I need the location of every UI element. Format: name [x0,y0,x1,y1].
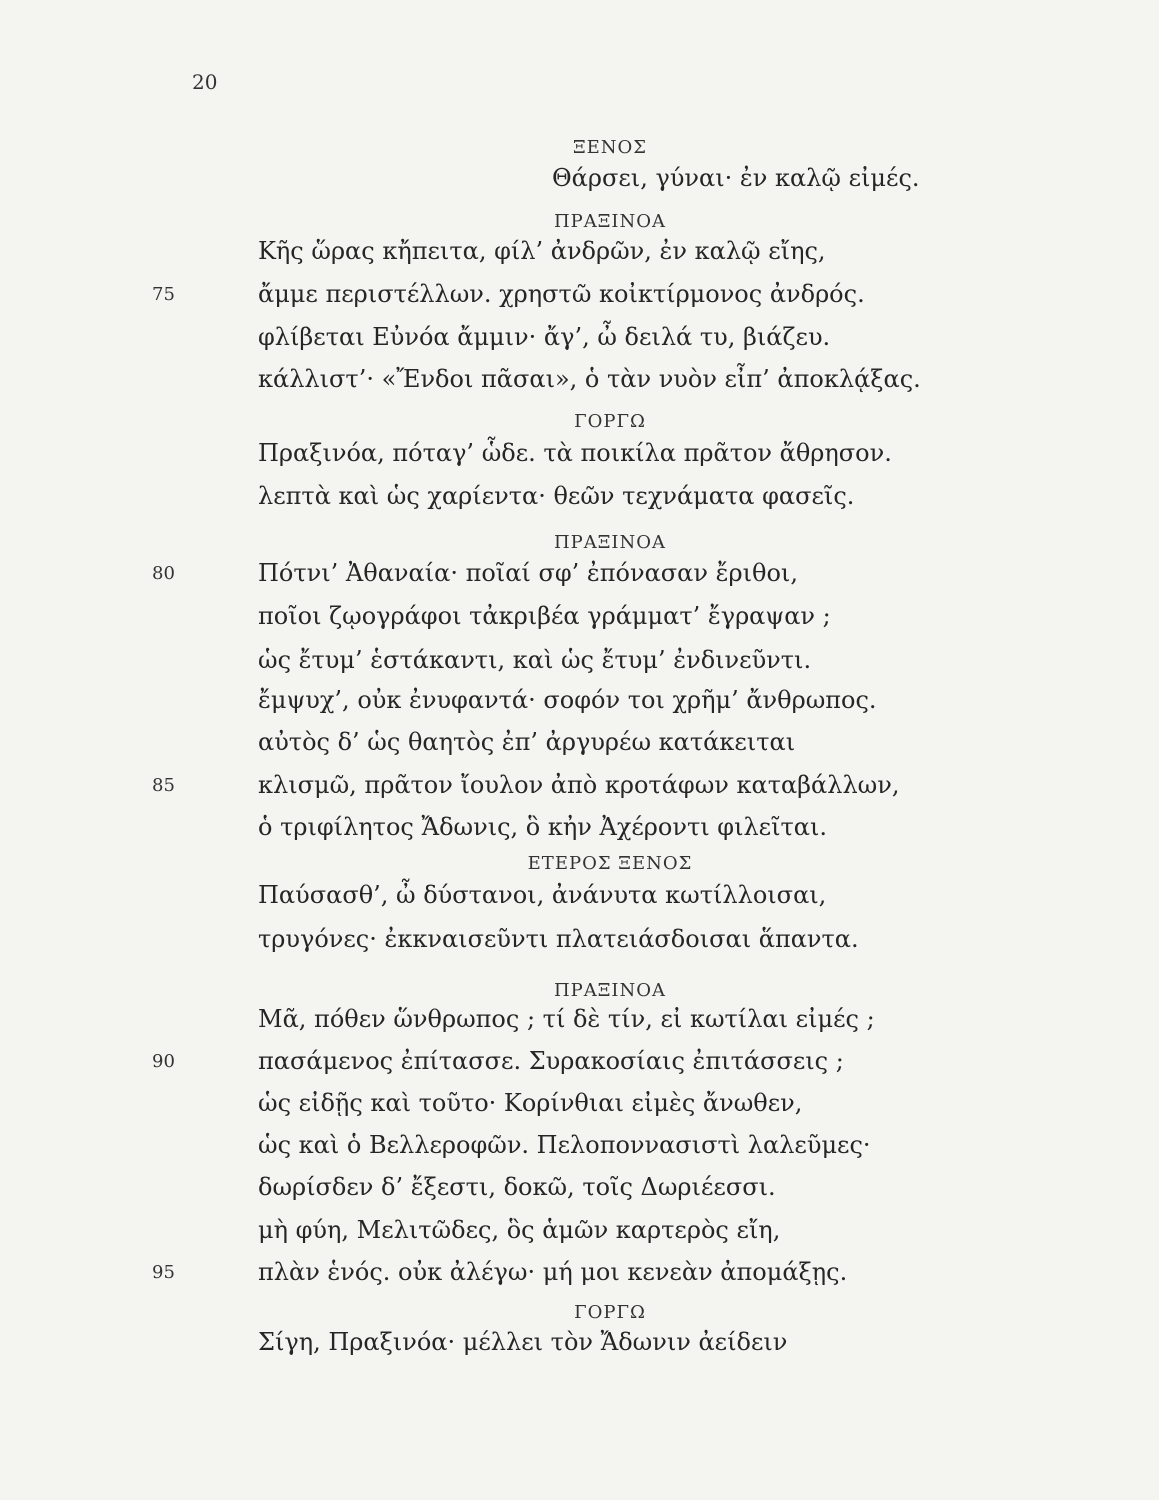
speaker-heading: ΓΟΡΓΩ [574,1302,646,1323]
verse-line: ποῖοι ζῳογράφοι τἀκριβέα γράμματ’ ἔγραψαν ; [258,602,831,630]
speaker-heading: ΞΕΝΟΣ [572,137,648,158]
speaker-heading: ΠΡΑΞΙΝΟΑ [553,211,667,232]
verse-line: πλὰν ἑνός. οὐκ ἀλέγω· μή μοι κενεὰν ἀπομάξῃς. [258,1258,848,1286]
verse-line: ὡς ἔτυμ’ ἑστάκαντι, καὶ ὡς ἔτυμ’ ἐνδινεῦντι. [258,646,812,674]
verse-line: Σίγη, Πραξινόα· μέλλει τὸν Ἄδωνιν ἀείδειν [258,1328,788,1356]
verse-line: ὁ τριφίλητος Ἄδωνις, ὃ κἠν Ἀχέροντι φιλεῖται. [258,813,828,841]
verse-line: τρυγόνες· ἐκκναισεῦντι πλατειάσδοισαι ἅπαντα. [258,925,859,953]
line-number: 80 [152,563,175,584]
verse-line: Πραξινόα, πόταγ’ ὧδε. τὰ ποικίλα πρᾶτον ἄθρησον. [258,439,892,467]
page-number: 20 [192,70,218,94]
verse-line: Μᾶ, πόθεν ὥνθρωπος ; τί δὲ τίν, εἰ κωτίλαι εἰμές ; [258,1005,875,1033]
verse-line: δωρίσδεν δ’ ἔξεστι, δοκῶ, τοῖς Δωριέεσσι. [258,1173,776,1201]
verse-line: ἄμμε περιστέλλων. χρηστῶ κοἰκτίρμονος ἀνδρός. [258,280,865,308]
verse-line: αὐτὸς δ’ ὡς θαητὸς ἐπ’ ἀργυρέω κατάκειται [258,728,796,756]
verse-line: κλισμῶ, πρᾶτον ἴουλον ἀπὸ κροτάφων καταβάλλων, [258,771,900,799]
verse-line: μὴ φύη, Μελιτῶδες, ὃς ἁμῶν καρτερὸς εἴη, [258,1216,781,1244]
verse-line: ἔμψυχ’, οὐκ ἐνυφαντά· σοφόν τοι χρῆμ’ ἄνθρωπος. [258,686,877,714]
verse-line: Πότνι’ Ἀθαναία· ποῖαί σφ’ ἐπόνασαν ἔριθοι, [258,559,798,587]
line-number: 95 [152,1262,175,1283]
speaker-heading: ΕΤΕΡΟΣ ΞΕΝΟΣ [527,853,693,874]
verse-line: Θάρσει, γύναι· ἐν καλῷ εἰμές. [552,164,920,192]
verse-line: Κῆς ὥρας κἤπειτα, φίλ’ ἀνδρῶν, ἐν καλῷ εἴης, [258,237,826,265]
verse-line: πασάμενος ἐπίτασσε. Συρακοσίαις ἐπιτάσσεις ; [258,1047,844,1075]
verse-line: ὡς εἰδῇς καὶ τοῦτο· Κορίνθιαι εἰμὲς ἄνωθεν, [258,1089,803,1117]
speaker-heading: ΠΡΑΞΙΝΟΑ [553,532,667,553]
verse-line: Παύσασθ’, ὦ δύστανοι, ἀνάνυτα κωτίλλοισαι, [258,881,827,909]
verse-line: φλίβεται Εὐνόα ἄμμιν· ἄγ’, ὦ δειλά τυ, βιάζευ. [258,323,831,351]
line-number: 90 [152,1051,175,1072]
verse-line: ὡς καὶ ὁ Βελλεροφῶν. Πελοποννασιστὶ λαλεῦμες· [258,1131,871,1159]
speaker-heading: ΠΡΑΞΙΝΟΑ [553,980,667,1001]
line-number: 75 [152,284,175,305]
verse-line: κάλλιστ’· «Ἔνδοι πᾶσαι», ὁ τὰν νυὸν εἶπ’ ἀποκλᾴξας. [258,365,921,393]
line-number: 85 [152,775,175,796]
verse-line: λεπτὰ καὶ ὡς χαρίεντα· θεῶν τεχνάματα φασεῖς. [258,482,855,510]
speaker-heading: ΓΟΡΓΩ [574,411,646,432]
